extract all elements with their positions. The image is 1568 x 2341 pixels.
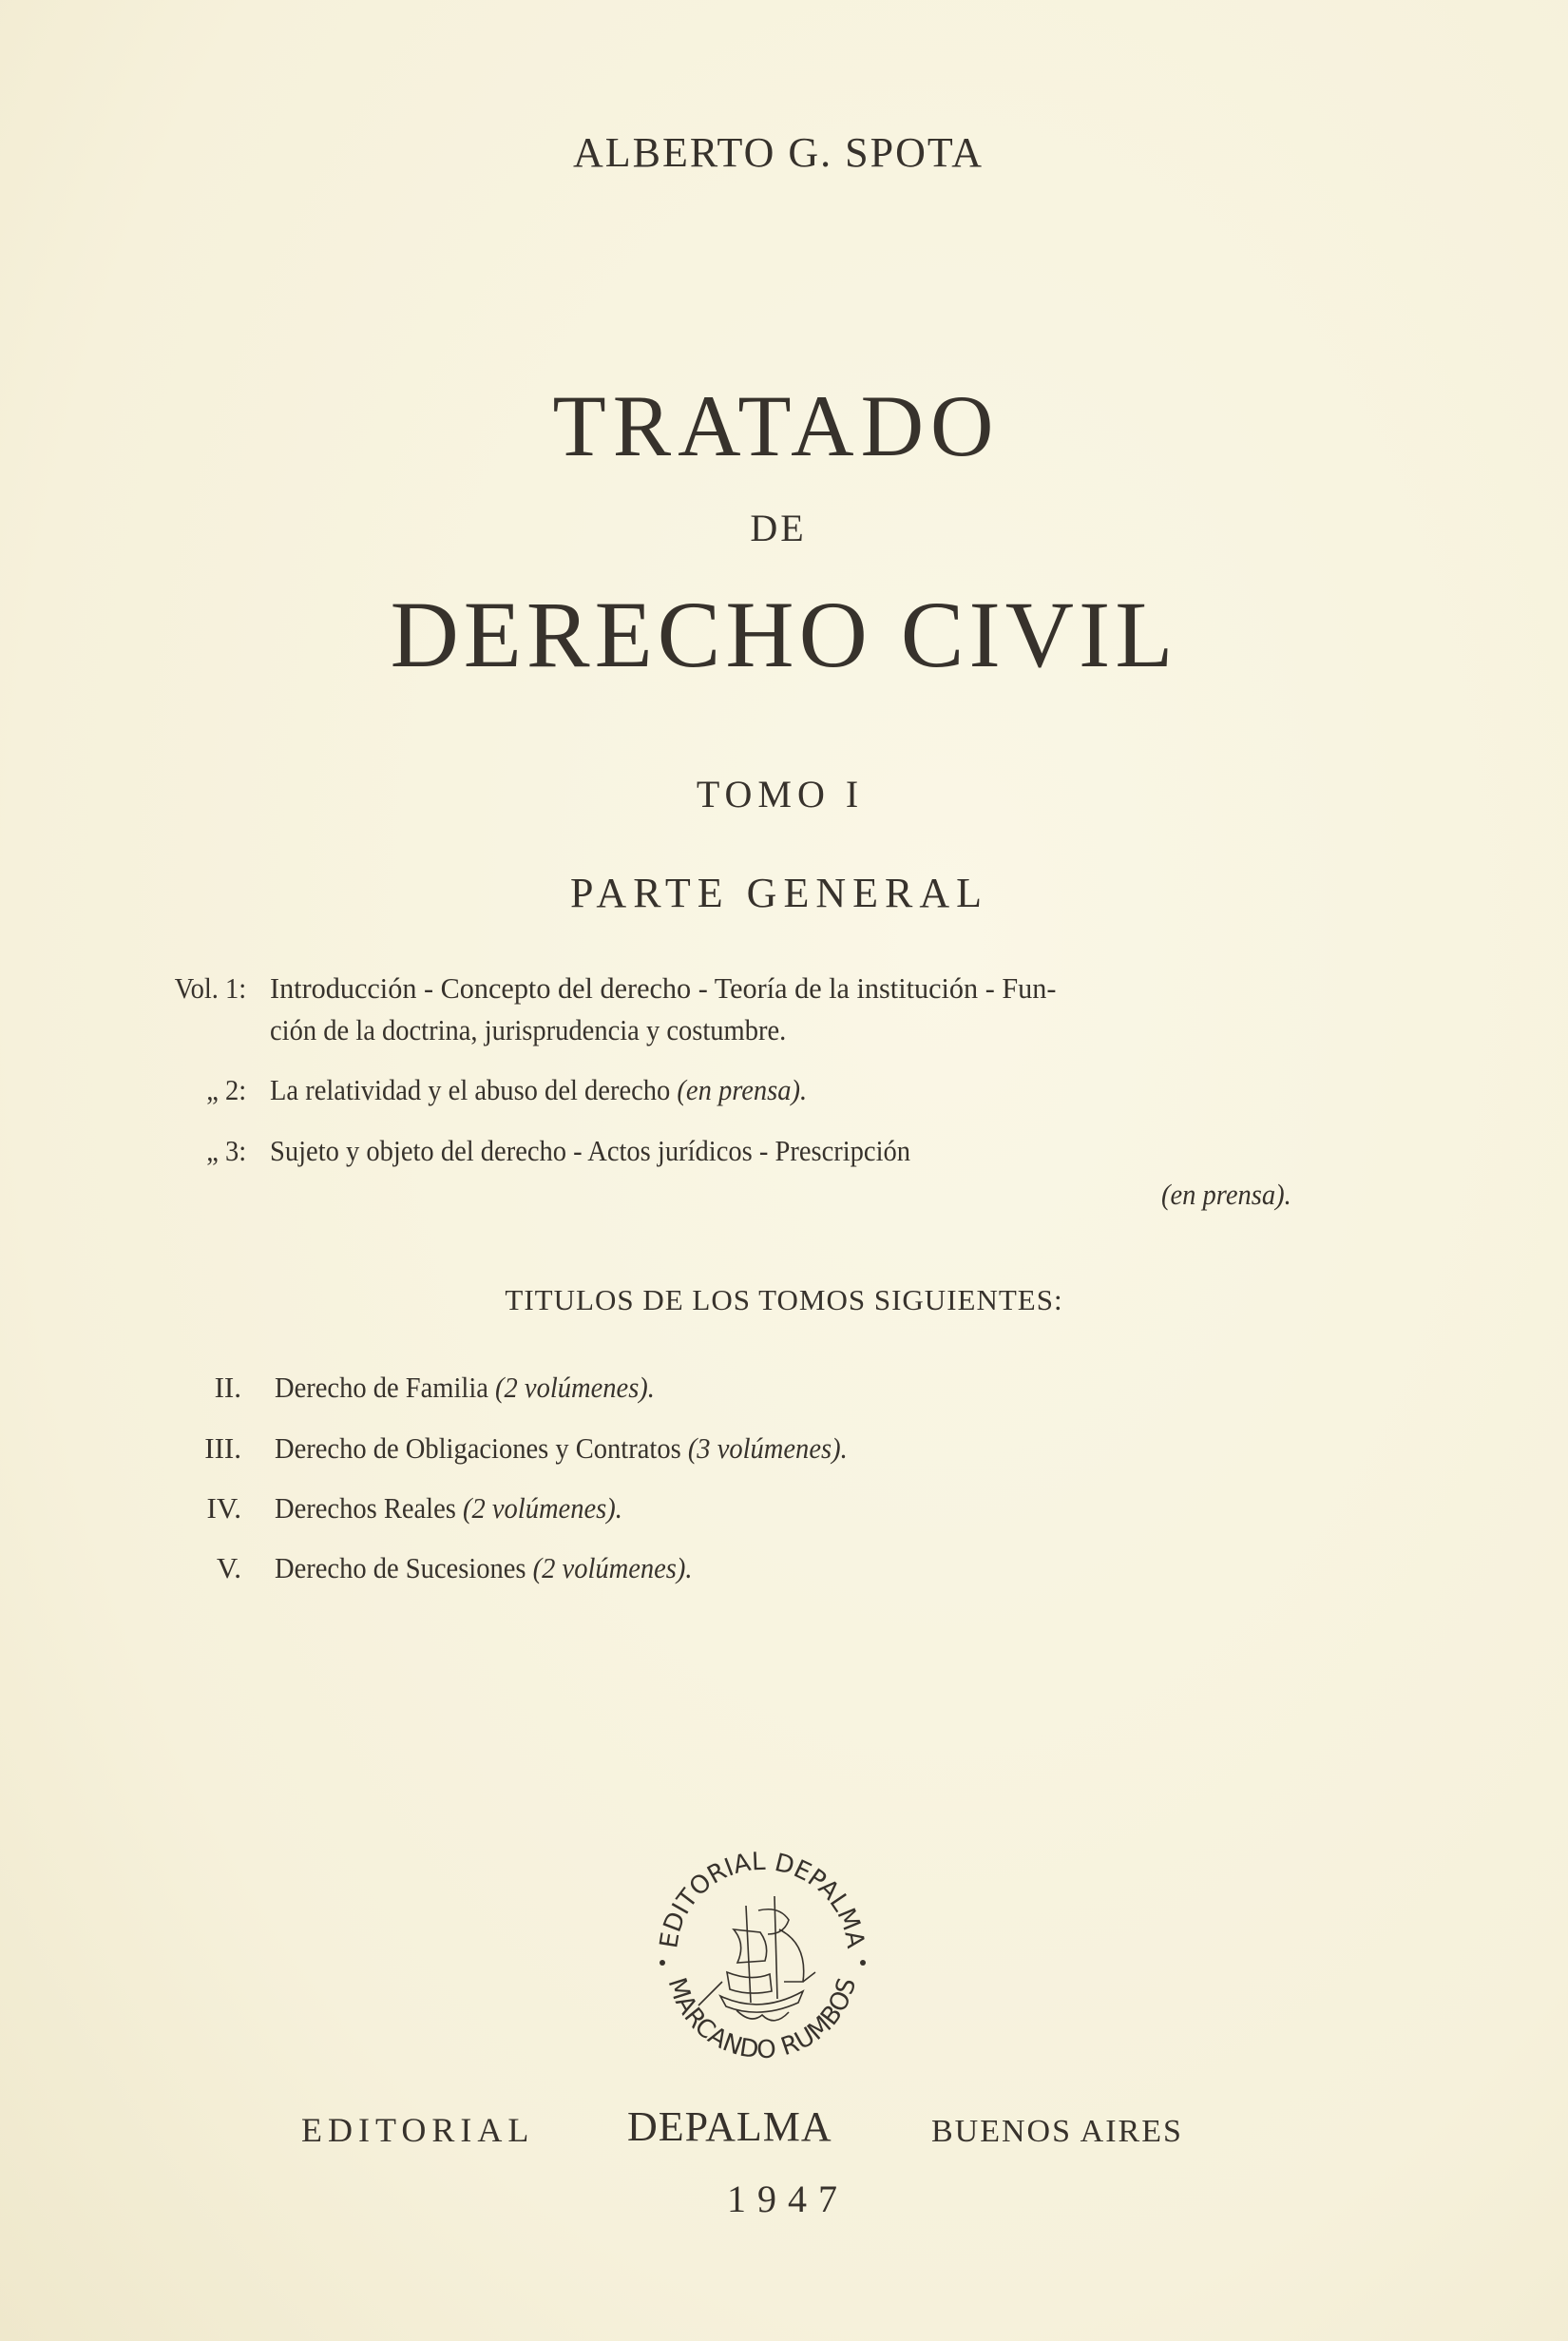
tomo-3-title: Derecho de Obligaciones y Contratos bbox=[275, 1431, 681, 1465]
tomo-4-title: Derechos Reales bbox=[275, 1491, 456, 1525]
logo-bottom-text: MARCANDO RUMBOS bbox=[661, 1974, 863, 2065]
volume-1-line-2: ción de la doctrina, jurisprudencia y costumbre. bbox=[270, 1013, 787, 1046]
tomo-label: TOMO I bbox=[696, 773, 865, 816]
tomo-4-entry bbox=[275, 1491, 622, 1525]
title-line-2: DE bbox=[750, 507, 807, 549]
volume-2-note: (en prensa). bbox=[677, 1073, 808, 1106]
tomo-2-entry bbox=[275, 1371, 655, 1405]
author-name: ALBERTO G. SPOTA bbox=[572, 129, 985, 176]
volume-3-label: „ 3: bbox=[206, 1134, 247, 1167]
volume-3-note: (en prensa). bbox=[1161, 1178, 1291, 1211]
tomo-3-number: III. bbox=[204, 1431, 241, 1465]
tomo-2-note: (2 volúmenes). bbox=[495, 1371, 655, 1404]
tomo-2-number: II. bbox=[214, 1371, 241, 1404]
volume-2-line bbox=[270, 1073, 807, 1107]
volume-2-title: La relatividad y el abuso del derecho bbox=[270, 1073, 671, 1106]
volume-1-label: Vol. 1: bbox=[174, 971, 247, 1005]
tomo-4-number: IV. bbox=[206, 1491, 241, 1525]
publication-year: 1947 bbox=[727, 2178, 849, 2220]
logo-top-text: EDITORIAL DEPALMA bbox=[655, 1847, 870, 1950]
following-volumes-heading: TITULOS DE LOS TOMOS SIGUIENTES: bbox=[505, 1283, 1063, 1316]
parte-label: PARTE GENERAL bbox=[570, 870, 988, 916]
footer-publisher-name: DEPALMA bbox=[627, 2103, 832, 2150]
tomo-3-note: (3 volúmenes). bbox=[687, 1431, 848, 1465]
tomo-5-number: V. bbox=[216, 1551, 241, 1584]
publisher-ship-logo bbox=[646, 1839, 879, 2072]
tomo-3-entry bbox=[275, 1431, 848, 1466]
tomo-5-title: Derecho de Sucesiones bbox=[275, 1551, 526, 1584]
title-line-3: DERECHO CIVIL bbox=[390, 582, 1178, 687]
tomo-4-note: (2 volúmenes). bbox=[462, 1491, 622, 1525]
volume-2-label: „ 2: bbox=[206, 1073, 247, 1106]
title-line-1: TRATADO bbox=[552, 377, 1001, 474]
volume-1-line-1: Introducción - Concepto del derecho - Teoría de la institución - Fun- bbox=[270, 971, 1057, 1005]
tomo-2-title: Derecho de Familia bbox=[275, 1371, 488, 1404]
tomo-5-note: (2 volúmenes). bbox=[532, 1551, 693, 1584]
footer-editorial: EDITORIAL bbox=[301, 2111, 535, 2149]
footer-city: BUENOS AIRES bbox=[931, 2114, 1183, 2149]
volume-3-title: Sujeto y objeto del derecho - Actos jurídicos - Prescripción bbox=[270, 1134, 911, 1167]
ship-icon bbox=[698, 1896, 815, 2021]
tomo-5-entry bbox=[275, 1551, 693, 1585]
